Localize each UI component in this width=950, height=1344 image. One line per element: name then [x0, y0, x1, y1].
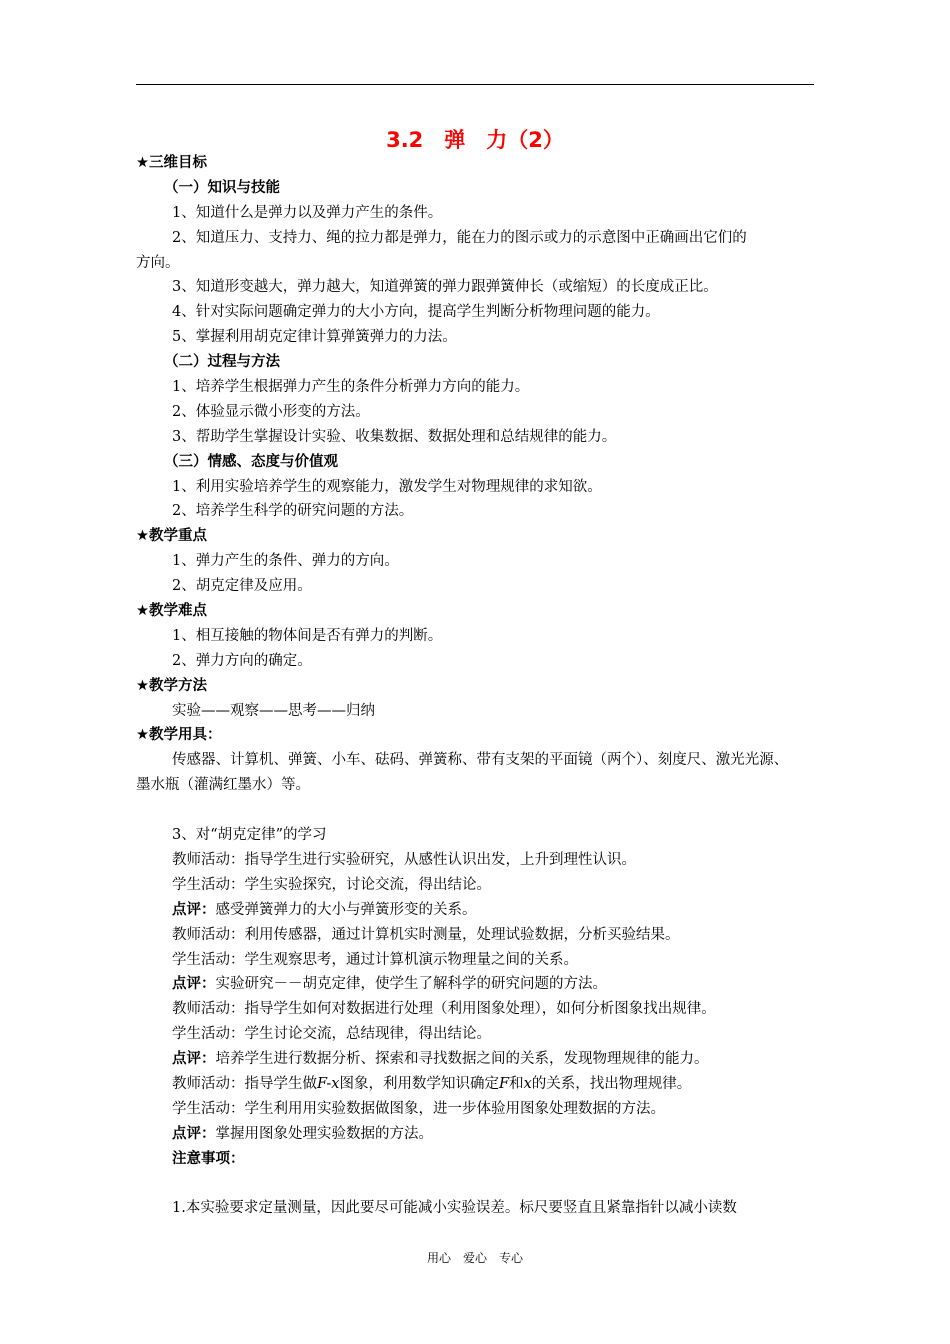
methods-text: 实验——观察——思考——归纳: [172, 702, 375, 719]
text-segment: 图象，利用数学知识确定: [339, 1075, 499, 1092]
variable-f: F: [499, 1075, 510, 1092]
list-item-continuation: 方向。: [136, 254, 180, 271]
list-item: 2、弹力方向的确定。: [172, 652, 312, 669]
header-rule: [136, 84, 814, 85]
teacher-activity: 教师活动：指导学生进行实验研究，从感性认识出发，上升到理性认识。: [172, 851, 636, 868]
goals-heading: ★三维目标: [136, 155, 207, 171]
list-item: 5、掌握利用胡克定律计算弹簧弹力的力法。: [172, 329, 457, 346]
tools-text-continuation: 墨水瓶（灌满红墨水）等。: [136, 777, 310, 794]
note-item: 1.本实验要求定量测量，因此要尽可能减小实验误差。标尺要竖直且紧靠指针以减小读数: [172, 1200, 737, 1217]
comment-text: 实验研究－－胡克定律，使学生了解科学的研究问题的方法。: [215, 976, 607, 993]
section-heading: （三）情感、态度与价值观: [164, 453, 338, 470]
list-item: 1、知道什么是弹力以及弹力产生的条件。: [172, 204, 443, 221]
spacer: [136, 798, 816, 823]
comment-label: 点评：: [172, 1125, 216, 1142]
teacher-activity: 教师活动：利用传感器，通过计算机实时测量，处理试验数据，分析买验结果。: [172, 926, 680, 943]
variable-fx: F-x: [317, 1075, 340, 1092]
list-item: 3、知道形变越大，弹力越大，知道弹簧的弹力跟弹簧伸长（或缩短）的长度成正比。: [172, 279, 718, 296]
tools-text: 传感器、计算机、弹簧、小车、砝码、弹簧称、带有支架的平面镜（两个）、刻度尺、激光光源、: [172, 752, 789, 769]
student-activity: 学生活动：学生观察思考，通过计算机演示物理量之间的关系。: [172, 951, 578, 968]
key-points-heading: ★教学重点: [136, 528, 207, 545]
comment-label: 点评：: [172, 976, 216, 993]
difficulties-heading: ★教学难点: [136, 603, 207, 620]
student-activity: 学生活动：学生讨论交流，总结现律，得出结论。: [172, 1026, 491, 1043]
text-segment: 的关系，找出物理规律。: [531, 1075, 692, 1092]
comment-text: 培养学生进行数据分析、探索和寻找数据之间的关系，发现物理规律的能力。: [215, 1051, 709, 1068]
section-heading: （二）过程与方法: [164, 354, 280, 371]
comment-line: [136, 972, 816, 997]
list-item: 4、针对实际问题确定弹力的大小方向，提高学生判断分析物理问题的能力。: [172, 304, 660, 321]
comment-line: [136, 1122, 816, 1147]
student-activity: 学生活动：学生实验探究，讨论交流，得出结论。: [172, 876, 491, 893]
text-segment: 和: [509, 1075, 524, 1092]
list-item: 1、培养学生根据弹力产生的条件分析弹力方向的能力。: [172, 379, 530, 396]
page-title: 3.2 弹 力（2）: [386, 128, 564, 152]
comment-label: 点评：: [172, 901, 216, 918]
comment-line: [136, 898, 816, 923]
comment-text: 掌握用图象处理实验数据的方法。: [215, 1125, 433, 1142]
comment-line: [136, 1047, 816, 1072]
methods-heading: ★教学方法: [136, 677, 207, 694]
student-activity: 学生活动：学生利用用实验数据做图象，进一步体验用图象处理数据的方法。: [172, 1100, 665, 1117]
spacer: [136, 1172, 816, 1197]
list-item: 3、帮助学生掌握设计实验、收集数据、数据处理和总结规律的能力。: [172, 428, 617, 445]
page-footer: 用心 爱心 专心: [426, 1251, 523, 1265]
teacher-activity: 教师活动：指导学生如何对数据进行处理（利用图象处理），如何分析图象找出规律。: [172, 1001, 716, 1018]
comment-label: 点评：: [172, 1051, 216, 1068]
text-segment: 教师活动：指导学生做: [172, 1075, 317, 1092]
list-item: 2、胡克定律及应用。: [172, 578, 312, 595]
variable-x: x: [523, 1075, 532, 1092]
list-item: 2、体验显示微小形变的方法。: [172, 403, 370, 420]
list-item: 2、知道压力、支持力、绳的拉力都是弹力，能在力的图示或力的示意图中正确画出它们的: [172, 229, 747, 246]
document-body: [136, 151, 816, 1221]
tools-heading: ★教学用具：: [136, 727, 222, 744]
list-item: 2、培养学生科学的研究问题的方法。: [172, 503, 414, 520]
list-item: 1、弹力产生的条件、弹力的方向。: [172, 553, 399, 570]
list-item: 1、利用实验培养学生的观察能力，激发学生对物理规律的求知欲。: [172, 478, 602, 495]
notes-heading: 注意事项：: [172, 1150, 245, 1167]
hooke-heading: 3、对“胡克定律”的学习: [172, 827, 327, 844]
teacher-activity: [136, 1072, 816, 1097]
section-heading: （一）知识与技能: [164, 179, 280, 196]
comment-text: 感受弹簧弹力的大小与弹簧形变的关系。: [215, 901, 477, 918]
list-item: 1、相互接触的物体间是否有弹力的判断。: [172, 627, 443, 644]
